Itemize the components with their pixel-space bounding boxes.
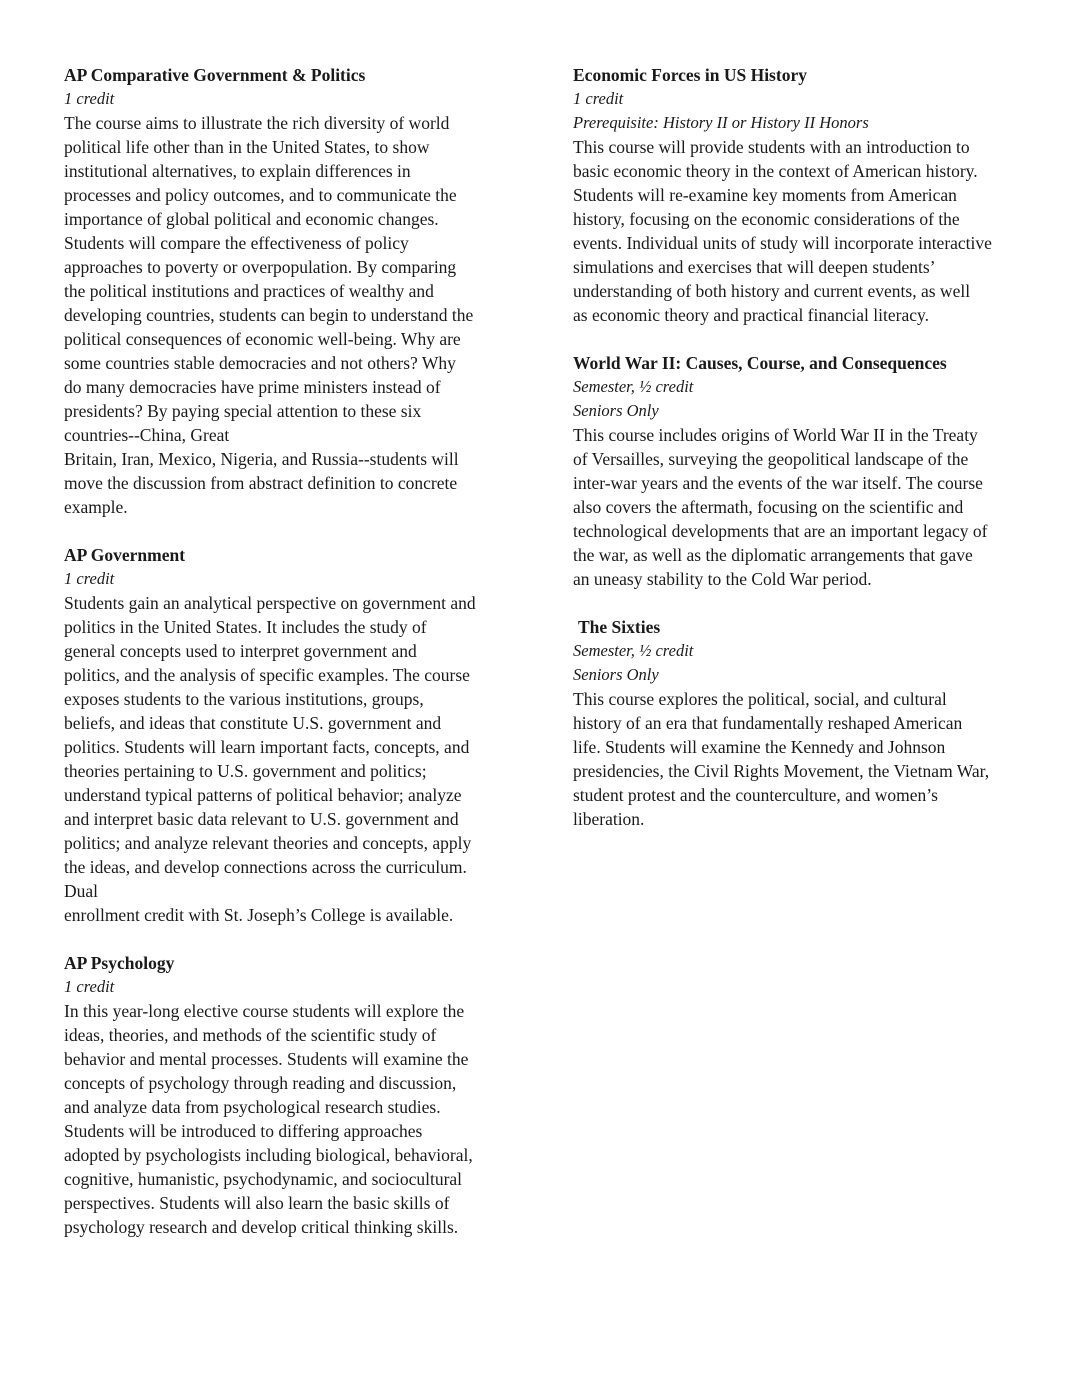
course-description — [573, 423, 1033, 591]
description-line: presidents? By paying special attention to these six — [64, 401, 422, 421]
course-ap-comparative-government — [64, 63, 516, 519]
description-line: perspectives. Students will also learn the basic skills of — [64, 1193, 450, 1213]
description-line: approaches to poverty or overpopulation. By comparing — [64, 257, 457, 277]
description-line: Dual — [64, 881, 99, 901]
course-title: AP Psychology — [64, 953, 175, 973]
course-title: World War II: Causes, Course, and Consequences — [573, 353, 947, 373]
description-line: move the discussion from abstract definition to concrete — [64, 473, 458, 493]
description-line: cognitive, humanistic, psychodynamic, and sociocultural — [64, 1169, 463, 1189]
course-credit: 1 credit — [64, 89, 115, 108]
description-line: the war, as well as the diplomatic arrangements that gave — [573, 545, 973, 565]
description-line: basic economic theory in the context of American history. — [573, 161, 978, 181]
description-line: behavior and mental processes. Students will examine the — [64, 1049, 469, 1069]
course-credit: 1 credit — [64, 569, 115, 588]
description-line: an uneasy stability to the Cold War period. — [573, 569, 872, 589]
description-line: processes and policy outcomes, and to communicate the — [64, 185, 457, 205]
description-line: politics. Students will learn important facts, concepts, and — [64, 737, 470, 757]
description-line: as economic theory and practical financial literacy. — [573, 305, 929, 325]
course-requirement: Seniors Only — [573, 665, 659, 684]
right-column — [573, 63, 1033, 855]
description-line: Britain, Iran, Mexico, Nigeria, and Russia--students will — [64, 449, 459, 469]
description-line: importance of global political and economic changes. — [64, 209, 439, 229]
description-line: understanding of both history and current events, as well — [573, 281, 971, 301]
description-line: do many democracies have prime ministers instead of — [64, 377, 441, 397]
description-line: concepts of psychology through reading and discussion, — [64, 1073, 457, 1093]
description-line: simulations and exercises that will deepen students’ — [573, 257, 936, 277]
description-line: student protest and the counterculture, and women’s — [573, 785, 938, 805]
course-ap-government — [64, 543, 516, 927]
description-line: In this year-long elective course students will explore the — [64, 1001, 465, 1021]
course-ap-psychology — [64, 951, 516, 1239]
description-line: This course explores the political, social, and cultural — [573, 689, 947, 709]
description-line: politics, and the analysis of specific examples. The course — [64, 665, 470, 685]
description-line: developing countries, students can begin to understand the — [64, 305, 474, 325]
course-economic-forces — [573, 63, 1033, 327]
course-description — [64, 999, 516, 1239]
course-credit: Semester, ½ credit — [573, 377, 694, 396]
description-line: liberation. — [573, 809, 645, 829]
course-description — [573, 687, 1033, 831]
description-line: history, focusing on the economic considerations of the — [573, 209, 960, 229]
description-line: ideas, theories, and methods of the scientific study of — [64, 1025, 437, 1045]
description-line: adopted by psychologists including biological, behavioral, — [64, 1145, 473, 1165]
course-prerequisite: Prerequisite: History II or History II Honors — [573, 113, 869, 132]
description-line: countries--China, Great — [64, 425, 230, 445]
description-line: Students will re-examine key moments from American — [573, 185, 957, 205]
description-line: institutional alternatives, to explain differences in — [64, 161, 411, 181]
description-line: politics in the United States. It includes the study of — [64, 617, 427, 637]
description-line: life. Students will examine the Kennedy and Johnson — [573, 737, 946, 757]
course-credit: 1 credit — [573, 89, 624, 108]
course-title: AP Government — [64, 545, 186, 565]
description-line: politics; and analyze relevant theories and concepts, apply — [64, 833, 472, 853]
description-line: the ideas, and develop connections across the curriculum. — [64, 857, 467, 877]
description-line: understand typical patterns of political behavior; analyze — [64, 785, 462, 805]
course-requirement: Seniors Only — [573, 401, 659, 420]
description-line: inter-war years and the events of the war itself. The course — [573, 473, 983, 493]
description-line: This course will provide students with an introduction to — [573, 137, 970, 157]
description-line: presidencies, the Civil Rights Movement, the Vietnam War, — [573, 761, 990, 781]
course-description — [64, 111, 516, 519]
course-title: AP Comparative Government & Politics — [64, 65, 366, 85]
description-line: and analyze data from psychological research studies. — [64, 1097, 441, 1117]
description-line: Students gain an analytical perspective on government and — [64, 593, 476, 613]
description-line: also covers the aftermath, focusing on the scientific and — [573, 497, 964, 517]
course-credit: Semester, ½ credit — [573, 641, 694, 660]
description-line: psychology research and develop critical thinking skills. — [64, 1217, 459, 1237]
description-line: example. — [64, 497, 128, 517]
description-line: This course includes origins of World War II in the Treaty — [573, 425, 978, 445]
description-line: some countries stable democracies and not others? Why — [64, 353, 456, 373]
description-line: Students will compare the effectiveness of policy — [64, 233, 409, 253]
description-line: and interpret basic data relevant to U.S. government and — [64, 809, 459, 829]
description-line: beliefs, and ideas that constitute U.S. government and — [64, 713, 442, 733]
description-line: events. Individual units of study will incorporate interactive — [573, 233, 992, 253]
course-credit: 1 credit — [64, 977, 115, 996]
course-description — [64, 591, 516, 927]
course-title: The Sixties — [578, 617, 661, 637]
course-description — [573, 135, 1033, 327]
description-line: enrollment credit with St. Joseph’s College is available. — [64, 905, 454, 925]
description-line: technological developments that are an important legacy of — [573, 521, 988, 541]
description-line: history of an era that fundamentally reshaped American — [573, 713, 963, 733]
description-line: exposes students to the various institutions, groups, — [64, 689, 424, 709]
course-title: Economic Forces in US History — [573, 65, 807, 85]
description-line: general concepts used to interpret government and — [64, 641, 417, 661]
course-the-sixties — [573, 615, 1033, 831]
course-world-war-ii — [573, 351, 1033, 591]
left-column — [64, 63, 516, 1263]
description-line: of Versailles, surveying the geopolitical landscape of the — [573, 449, 969, 469]
description-line: political consequences of economic well-being. Why are — [64, 329, 461, 349]
description-line: Students will be introduced to differing approaches — [64, 1121, 423, 1141]
description-line: political life other than in the United States, to show — [64, 137, 430, 157]
description-line: the political institutions and practices of wealthy and — [64, 281, 434, 301]
description-line: theories pertaining to U.S. government and politics; — [64, 761, 427, 781]
description-line: The course aims to illustrate the rich diversity of world — [64, 113, 450, 133]
